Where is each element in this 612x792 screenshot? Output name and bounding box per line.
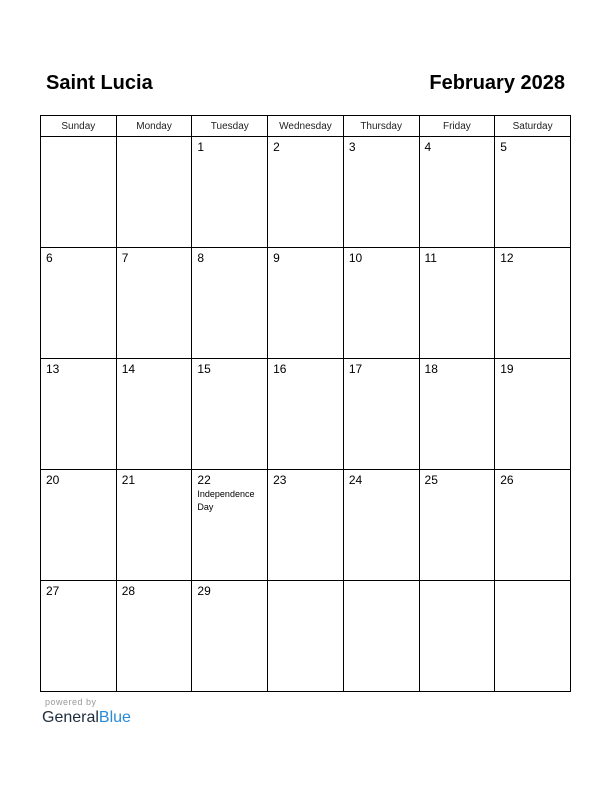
day-cell: [41, 248, 117, 359]
day-number: 20: [46, 473, 60, 487]
day-number: 5: [500, 140, 507, 154]
day-cell: [343, 248, 419, 359]
calendar-grid: [40, 115, 571, 692]
day-number: 16: [273, 362, 287, 376]
day-cell: [192, 359, 268, 470]
weekday-header: Tuesday: [192, 116, 268, 137]
day-number: 11: [424, 251, 437, 265]
day-number: 1: [197, 140, 205, 154]
weekday-header: Saturday: [495, 116, 571, 137]
day-number: 18: [424, 362, 438, 376]
day-number: [268, 581, 343, 584]
day-cell: [495, 581, 571, 692]
day-cell: [192, 470, 268, 581]
day-cell: [495, 359, 571, 470]
weekday-header: Monday: [116, 116, 192, 137]
day-number: 15: [197, 362, 211, 376]
day-cell: [419, 248, 495, 359]
day-number: 10: [348, 251, 363, 265]
day-number: 29: [197, 584, 211, 598]
weekday-header: Wednesday: [268, 116, 344, 137]
day-number: [344, 581, 419, 584]
day-number: 28: [121, 584, 136, 598]
day-cell: [343, 359, 419, 470]
day-cell: [41, 137, 117, 248]
day-cell: [268, 470, 344, 581]
day-cell: [116, 581, 192, 692]
day-cell: [343, 470, 419, 581]
day-number: 4: [424, 140, 432, 154]
day-number: 21: [121, 473, 136, 487]
country-title: Saint Lucia: [46, 72, 153, 94]
day-number: 8: [197, 251, 205, 265]
day-cell: [419, 581, 495, 692]
day-cell: [268, 137, 344, 248]
day-number: 2: [273, 140, 280, 154]
day-number: 19: [500, 362, 514, 376]
day-cell: [343, 137, 419, 248]
day-cell: [419, 359, 495, 470]
day-cell: [495, 248, 571, 359]
day-cell: [192, 137, 268, 248]
day-cell: [41, 359, 117, 470]
week-row: [41, 470, 571, 581]
day-cell: [41, 470, 117, 581]
day-cell: [495, 137, 571, 248]
day-cell: [268, 248, 344, 359]
day-number: 3: [348, 140, 356, 154]
footer-branding: [42, 696, 131, 728]
day-cell: [116, 359, 192, 470]
weekday-header: Sunday: [41, 116, 117, 137]
day-number: 9: [273, 251, 280, 265]
week-row: [41, 137, 571, 248]
holiday-label: Independence Day: [197, 489, 255, 512]
weekday-header-row: [41, 116, 571, 137]
day-number: 24: [348, 473, 363, 487]
brand-general-text: General: [42, 709, 99, 726]
day-number: 22: [197, 473, 211, 487]
day-cell: [192, 248, 268, 359]
day-number: 7: [121, 251, 129, 265]
day-cell: [116, 137, 192, 248]
day-number: 23: [273, 473, 287, 487]
brand-logo[interactable]: [42, 708, 131, 728]
day-cell: [41, 581, 117, 692]
day-number: 25: [424, 473, 438, 487]
day-number: 14: [121, 362, 136, 376]
week-row: [41, 581, 571, 692]
day-cell: [268, 359, 344, 470]
day-cell: [419, 137, 495, 248]
day-number: 17: [348, 362, 363, 376]
day-number: 13: [46, 362, 60, 376]
weekday-header: Thursday: [343, 116, 419, 137]
day-cell: [116, 470, 192, 581]
week-row: [41, 359, 571, 470]
day-number: 12: [500, 251, 514, 265]
day-number: [41, 137, 116, 140]
day-cell: [495, 470, 571, 581]
day-number: [420, 581, 495, 584]
day-cell: [268, 581, 344, 692]
brand-blue-text: Blue: [98, 709, 131, 726]
month-year-title: February 2028: [429, 72, 565, 94]
day-cell: [343, 581, 419, 692]
day-number: 27: [46, 584, 60, 598]
day-number: [495, 581, 570, 584]
day-number: 26: [500, 473, 514, 487]
day-number: [117, 137, 192, 140]
weekday-header: Friday: [419, 116, 495, 137]
week-row: [41, 248, 571, 359]
day-cell: [192, 581, 268, 692]
powered-by-text: powered by: [45, 697, 97, 707]
day-cell: [116, 248, 192, 359]
day-cell: [419, 470, 495, 581]
day-number: 6: [46, 251, 53, 265]
